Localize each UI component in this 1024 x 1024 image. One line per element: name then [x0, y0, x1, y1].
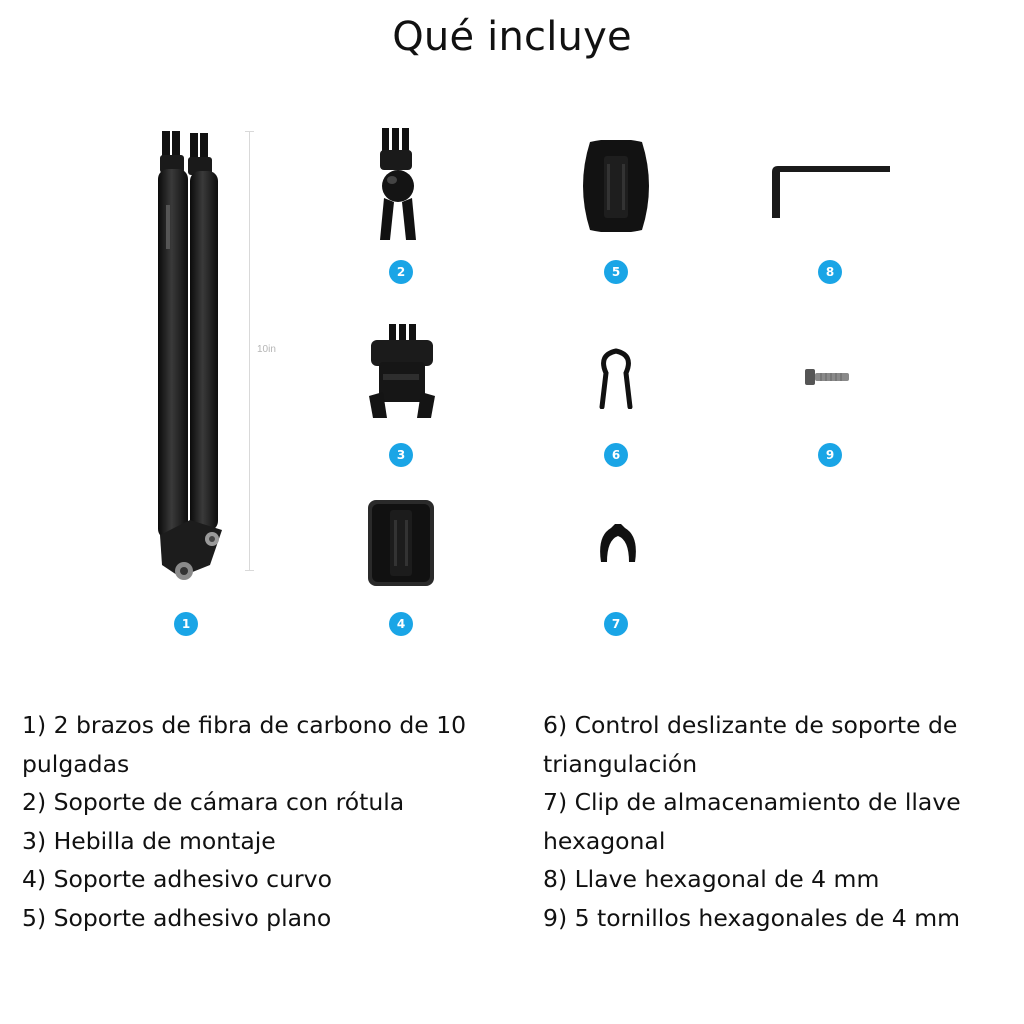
item-badge-1: 1 — [174, 612, 198, 636]
item-badge-4: 4 — [389, 612, 413, 636]
item-badge-6: 6 — [604, 443, 628, 467]
item-badge-9: 9 — [818, 443, 842, 467]
description-list-right — [543, 706, 1013, 937]
description-line: 1) 2 brazos de fibra de carbono de 10 — [22, 711, 467, 739]
mounting-buckle-icon — [365, 322, 440, 422]
description-line: 4) Soporte adhesivo curvo — [22, 865, 332, 893]
description-line: 9) 5 tornillos hexagonales de 4 mm — [543, 903, 961, 932]
description-line: 3) Hebilla de montaje — [22, 826, 276, 855]
triangulation-slider-icon — [592, 345, 640, 409]
hex-screw-icon — [805, 367, 851, 387]
item-badge-3: 3 — [389, 443, 413, 467]
page-title: Qué incluye — [392, 14, 632, 60]
description-line: 7) Clip de almacenamiento de llave — [543, 788, 961, 816]
dimension-line — [249, 131, 250, 571]
ball-joint-mount-icon — [370, 128, 430, 243]
dimension-label: 10in — [257, 344, 276, 355]
description-line: 5) Soporte adhesivo plano — [22, 903, 332, 932]
item-badge-2: 2 — [389, 260, 413, 284]
description-list-left — [22, 706, 512, 937]
description-line: 8) Llave hexagonal de 4 mm — [543, 865, 880, 893]
description-line: triangulación — [543, 749, 698, 778]
hex-key-icon — [768, 164, 892, 220]
description-line: hexagonal — [543, 826, 666, 855]
curved-adhesive-mount-icon — [368, 500, 436, 588]
item-badge-7: 7 — [604, 612, 628, 636]
description-line: 2) Soporte de cámara con rótula — [22, 788, 405, 816]
flat-adhesive-mount-icon — [576, 140, 656, 232]
item-badge-5: 5 — [604, 260, 628, 284]
item-badge-8: 8 — [818, 260, 842, 284]
carbon-fiber-arms-icon — [150, 125, 230, 585]
hex-key-storage-clip-icon — [595, 522, 641, 564]
description-line: 6) Control deslizante de soporte de — [543, 711, 958, 739]
description-line: pulgadas — [22, 749, 130, 778]
